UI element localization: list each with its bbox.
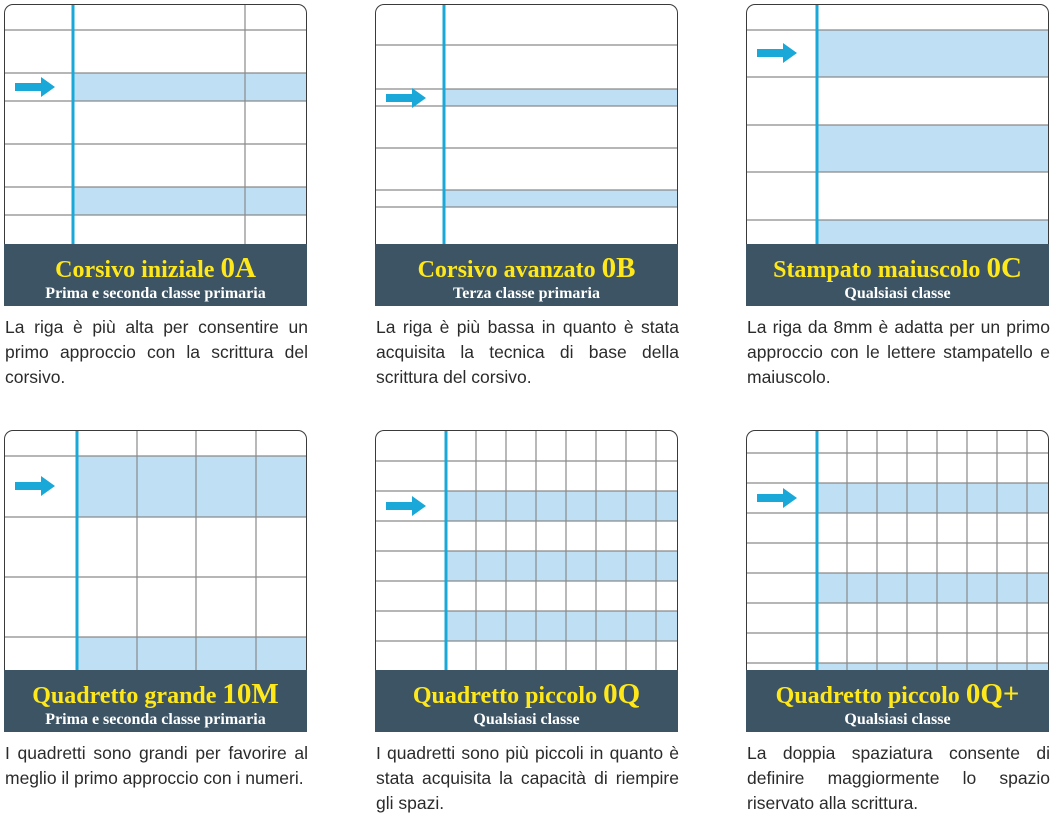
card-code: 0C (986, 252, 1022, 284)
card-banner (746, 670, 1049, 732)
highlight-band (73, 73, 306, 101)
card-subtitle: Qualsiasi classe (844, 711, 951, 728)
card-subtitle: Qualsiasi classe (473, 711, 580, 728)
card-description: La riga è più alta per consentire un primo approccio con la scrittura del corsivo. (5, 317, 308, 387)
card-banner (375, 244, 678, 306)
arrow-right-icon (15, 77, 55, 97)
ruling-sample (4, 430, 307, 671)
highlight-band (444, 89, 677, 106)
card-subtitle: Prima e seconda classe primaria (45, 711, 266, 728)
ruling-sample (746, 4, 1049, 245)
card-code: 0A (220, 252, 256, 284)
card-banner (746, 244, 1049, 306)
card-title: Quadretto grande 10M (32, 678, 279, 710)
card-subtitle: Terza classe primaria (453, 285, 600, 302)
highlight-band (446, 491, 677, 521)
card-code: 0Q (603, 678, 641, 710)
ruling-sample (375, 430, 678, 671)
highlight-band (817, 30, 1048, 77)
card-title: Corsivo avanzato 0B (417, 252, 636, 284)
card-title: Corsivo iniziale 0A (55, 252, 256, 284)
card-description: La doppia spaziatura consente di definire maggiormente lo spazio riservato alla scrittura. (747, 743, 1050, 813)
card-description: I quadretti sono più piccoli in quanto è stata acquisita la capacità di riempire gli spazi. (376, 743, 679, 813)
highlight-band (446, 551, 677, 581)
arrow-right-icon (386, 496, 426, 516)
card-title: Stampato maiuscolo 0C (773, 252, 1022, 284)
card-code: 0B (601, 252, 636, 284)
highlight-band (77, 456, 306, 517)
highlight-band (817, 573, 1048, 603)
card-description: I quadretti sono grandi per favorire al meglio il primo approccio con i numeri. (5, 743, 308, 788)
highlight-band (446, 611, 677, 641)
card-code: 0Q+ (965, 678, 1020, 710)
ruling-sample (4, 4, 307, 245)
highlight-band (817, 220, 1048, 245)
card-title: Quadretto piccolo 0Q (412, 678, 641, 710)
card-subtitle: Qualsiasi classe (844, 285, 951, 302)
card-banner (375, 670, 678, 732)
arrow-right-icon (386, 88, 426, 108)
card-subtitle: Prima e seconda classe primaria (45, 285, 266, 302)
highlight-band (817, 483, 1048, 513)
card-description: La riga da 8mm è adatta per un primo approccio con le lettere stampatello e maiuscolo. (747, 317, 1050, 387)
arrow-right-icon (15, 476, 55, 496)
card-code: 10M (222, 678, 279, 710)
card-title: Quadretto piccolo 0Q+ (775, 678, 1020, 710)
arrow-right-icon (757, 488, 797, 508)
highlight-band (73, 187, 306, 215)
ruling-sample (746, 430, 1049, 671)
ruling-sample (375, 4, 678, 245)
highlight-band (77, 637, 306, 671)
card-banner (4, 244, 307, 306)
card-description: La riga è più bassa in quanto è stata acquisita la tecnica di base della scrittura del corsivo. (376, 317, 679, 387)
card-banner (4, 670, 307, 732)
arrow-right-icon (757, 43, 797, 63)
highlight-band (444, 190, 677, 207)
highlight-band (817, 125, 1048, 172)
